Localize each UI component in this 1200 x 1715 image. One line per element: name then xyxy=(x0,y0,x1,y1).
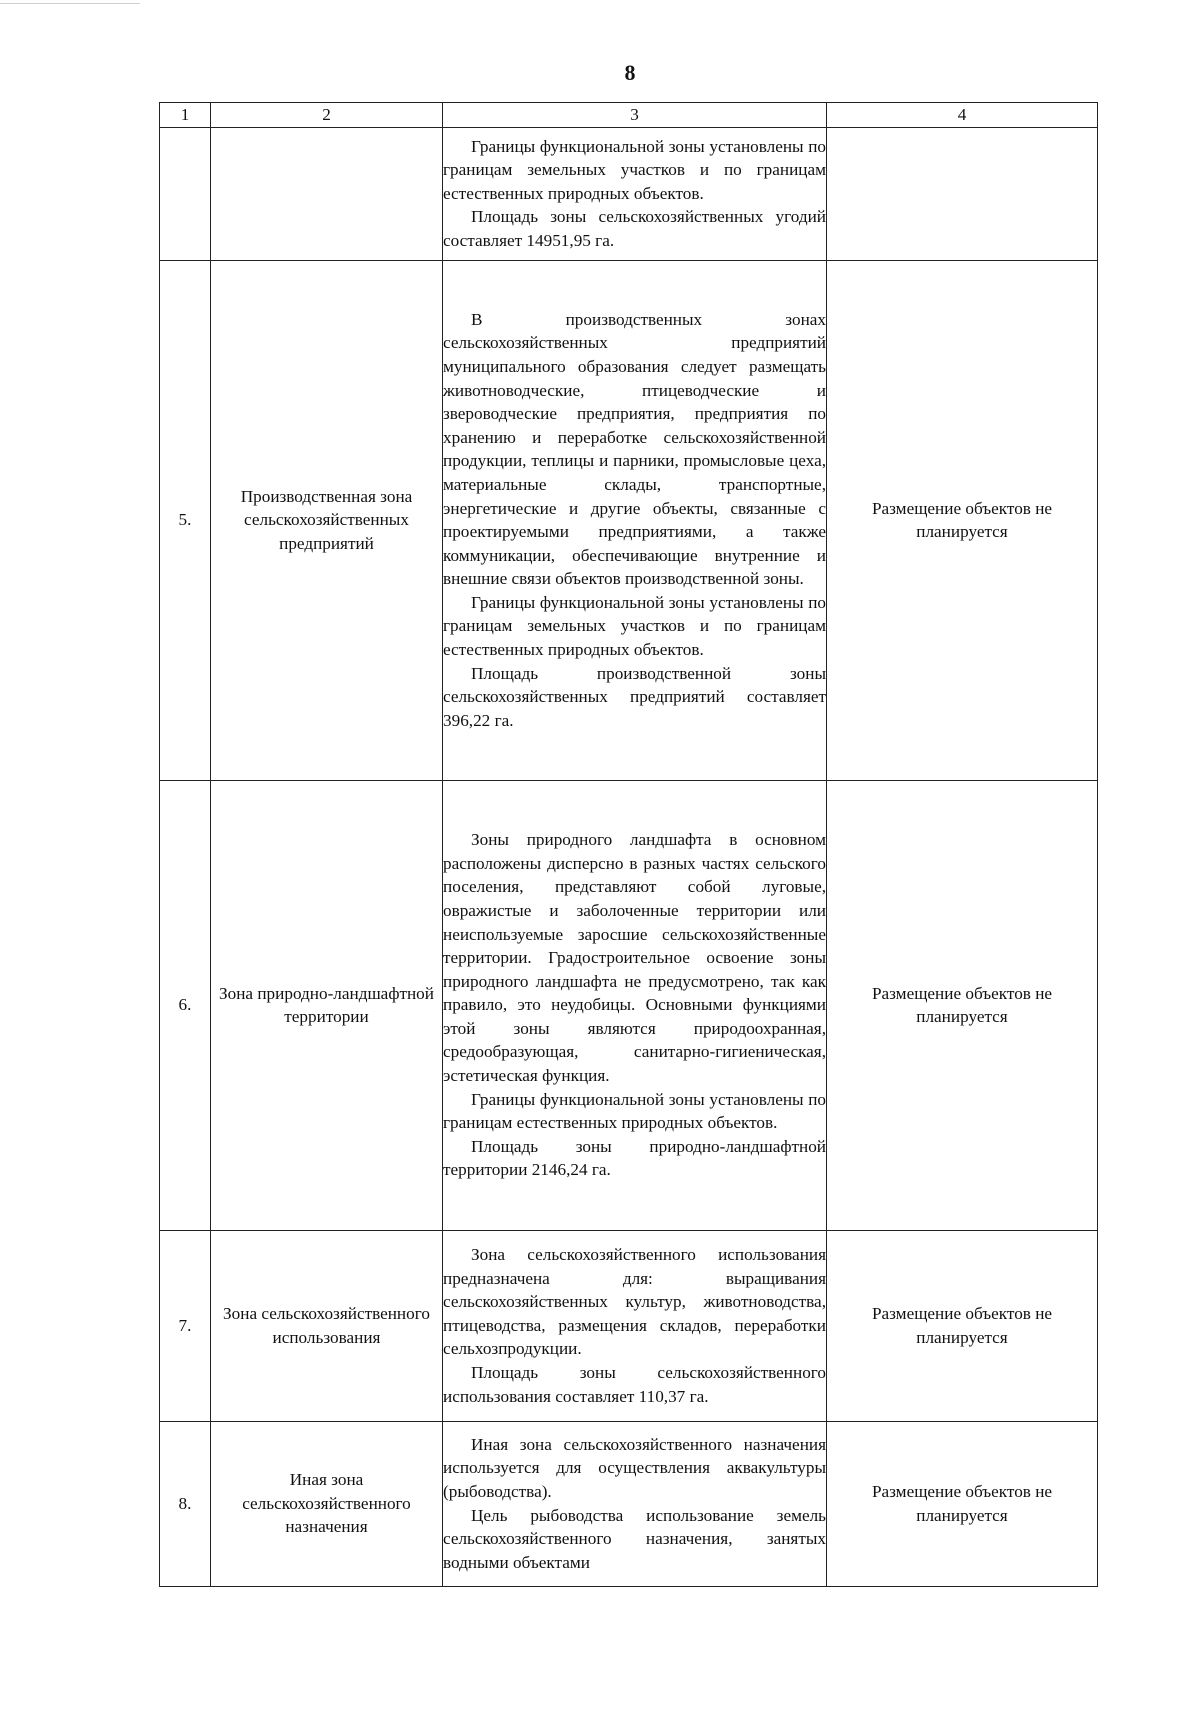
zone-name: Зона природно-ландшафтной территории xyxy=(211,780,443,1230)
zone-description xyxy=(443,127,827,260)
zone-description xyxy=(443,1230,827,1421)
header-col-4: 4 xyxy=(827,103,1098,128)
header-col-2: 2 xyxy=(211,103,443,128)
table-row xyxy=(160,127,1098,260)
description-paragraph: Площадь зоны природно-ландшафтной территории 2146,24 га. xyxy=(443,1136,826,1180)
description-paragraph: В производственных зонах сельскохозяйственных предприятий муниципального образования следует размещать животноводческие, птицеводческие и звероводческие предприятия, предприятия по хранению и переработке сельскохозяйственной продукции, теплицы и парники, промысловые цеха, материальные склады, транспортные, энергетические и другие объекты, связанные с проектируемыми предприятиями, а также коммуникации, обеспечивающие внутренние и внешние связи объектов производственной зоны. xyxy=(443,309,826,589)
zone-description xyxy=(443,260,827,780)
row-number xyxy=(160,127,211,260)
row-number: 6. xyxy=(160,780,211,1230)
description-paragraph: Площадь зоны сельскохозяйственного использования составляет 110,37 га. xyxy=(443,1362,826,1406)
description-paragraph: Иная зона сельскохозяйственного назначения используется для осуществления аквакультуры (рыбоводства). xyxy=(443,1434,826,1501)
planned-objects: Размещение объектов не планируется xyxy=(827,260,1098,780)
planned-objects: Размещение объектов не планируется xyxy=(827,780,1098,1230)
zone-description xyxy=(443,1421,827,1586)
header-col-1: 1 xyxy=(160,103,211,128)
zone-name: Иная зона сельскохозяйственного назначения xyxy=(211,1421,443,1586)
zone-name xyxy=(211,127,443,260)
row-number: 5. xyxy=(160,260,211,780)
page-number: 8 xyxy=(624,60,636,85)
planned-objects xyxy=(827,127,1098,260)
table-row xyxy=(160,780,1098,1230)
description-paragraph: Границы функциональной зоны установлены по границам земельных участков и по границам естественных природных объектов. xyxy=(443,136,826,203)
row-number: 7. xyxy=(160,1230,211,1421)
zones-table xyxy=(159,102,1098,1587)
row-number: 8. xyxy=(160,1421,211,1586)
zone-name: Производственная зона сельскохозяйственных предприятий xyxy=(211,260,443,780)
description-paragraph: Границы функциональной зоны установлены по границам естественных природных объектов. xyxy=(443,1089,826,1133)
table-row xyxy=(160,1421,1098,1586)
zone-description xyxy=(443,780,827,1230)
description-paragraph: Границы функциональной зоны установлены по границам земельных участков и по границам естественных природных объектов. xyxy=(443,592,826,660)
table-row xyxy=(160,1230,1098,1421)
table-row xyxy=(160,260,1098,780)
description-paragraph: Зоны природного ландшафта в основном расположены дисперсно в разных частях сельского поселения, представляют собой луговые, овражистые и заболоченные территории или неиспользуемые заросшие сельскохозяйственные территории. Градостроительное освоение зоны природного ландшафта не предусмотрено, так как правило, это неудобицы. Основными функциями этой зоны являются природоохранная, средообразующая, санитарно-гигиеническая, эстетическая функция. xyxy=(443,830,826,1086)
description-paragraph: Площадь производственной зоны сельскохозяйственных предприятий составляет 396,22 га. xyxy=(443,663,826,730)
description-paragraph: Площадь зоны сельскохозяйственных угодий составляет 14951,95 га. xyxy=(443,207,826,250)
description-paragraph: Цель рыбоводства использование земель сельскохозяйственного назначения, занятых водными объектами xyxy=(443,1505,826,1572)
header-col-3: 3 xyxy=(443,103,827,128)
planned-objects: Размещение объектов не планируется xyxy=(827,1421,1098,1586)
planned-objects: Размещение объектов не планируется xyxy=(827,1230,1098,1421)
table-header-row xyxy=(160,103,1098,128)
zone-name: Зона сельскохозяйственного использования xyxy=(211,1230,443,1421)
scan-edge-mark xyxy=(0,3,140,4)
description-paragraph: Зона сельскохозяйственного использования предназначена для: выращивания сельскохозяйственных культур, животноводства, птицеводства, размещения складов, переработки сельхозпродукции. xyxy=(443,1245,826,1359)
